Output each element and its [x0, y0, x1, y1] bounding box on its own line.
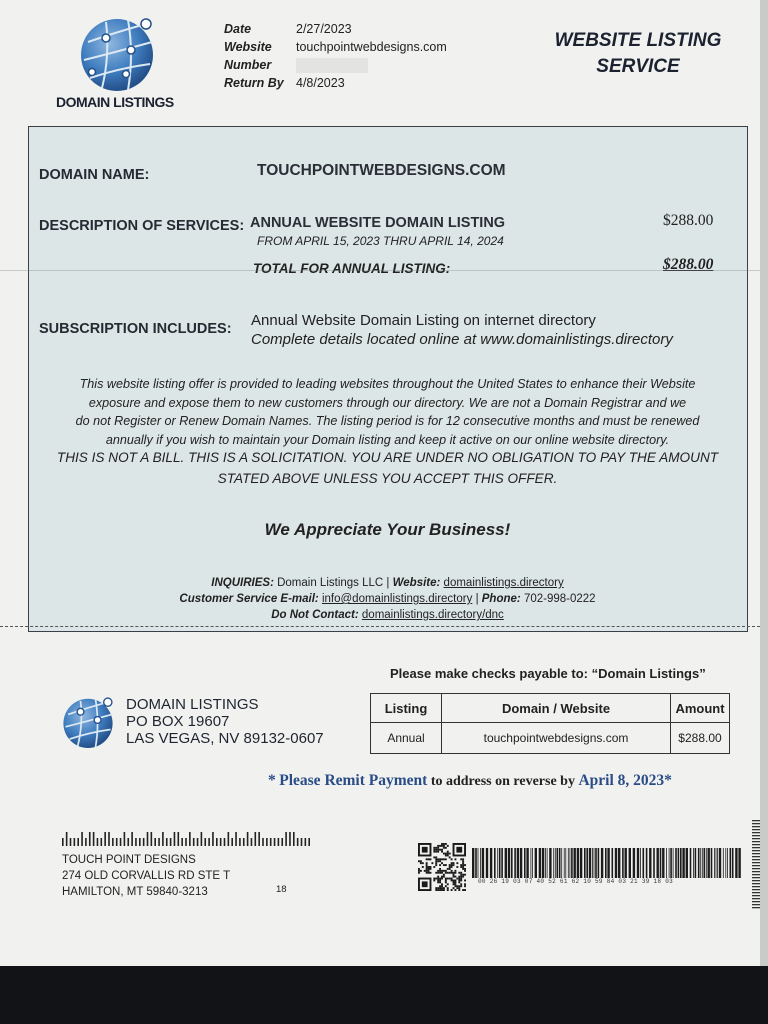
- disclaimer-line3: do not Register or Renew Domain Names. The listing period is for 12 consecutive months and must be renewed: [75, 414, 700, 428]
- payable-note: Please make checks payable to: “Domain Listings”: [390, 666, 706, 681]
- service-title: [540, 28, 736, 80]
- service-title-line1: WEBSITE LISTING: [554, 30, 722, 51]
- remit-note-blue2: April 8, 2023*: [578, 772, 672, 789]
- remit-note: [268, 772, 672, 790]
- edge-marks: [752, 820, 760, 912]
- remit-address-line2: PO BOX 19607: [126, 713, 230, 730]
- total-label: TOTAL FOR ANNUAL LISTING:: [253, 261, 451, 276]
- redacted-number: [296, 58, 368, 73]
- remit-address-line1: DOMAIN LISTINGS: [126, 696, 259, 713]
- barcode-digits: 00 26 19 03 07 40 52 61 62 10 59 84 03 21 39 18 03: [478, 878, 674, 885]
- inquiries-block: [29, 575, 746, 623]
- fold-line: [0, 270, 760, 271]
- disclaimer-line1: This website listing offer is provided to leading websites throughout the United States to enhance their Website: [79, 377, 696, 391]
- return-by-value: 4/8/2023: [296, 76, 345, 90]
- brand-name: DOMAIN LISTINGS: [56, 94, 174, 110]
- email-link[interactable]: info@domainlistings.directory: [321, 593, 473, 605]
- website-label: Website: [224, 40, 272, 54]
- phone-value: 702-998-0222: [523, 593, 596, 605]
- email-label: Customer Service E-mail:: [179, 593, 319, 605]
- remit-table: [370, 693, 730, 754]
- separator: |: [475, 593, 479, 605]
- postal-barcode: [62, 832, 314, 846]
- disclaimer-line2: exposure and expose them to new customers through our directory. We are not a Domain Registrar and we: [88, 395, 687, 410]
- service-title-line2: SERVICE: [596, 56, 680, 77]
- remit-address-line3: LAS VEGAS, NV 89132-0607: [126, 730, 324, 747]
- mailing-line2: 274 OLD CORVALLIS RD STE T: [62, 870, 231, 882]
- phone-label: Phone:: [481, 593, 521, 605]
- subscription-line1: Annual Website Domain Listing on internet directory: [251, 312, 596, 329]
- qr-code-icon: [418, 843, 466, 891]
- mailing-sequence: 18: [276, 884, 287, 895]
- mailing-line1: TOUCH POINT DESIGNS: [62, 854, 196, 866]
- return-by-label: Return By: [224, 76, 284, 90]
- domain-name-value: TOUCHPOINTWEBDESIGNS.COM: [257, 162, 506, 179]
- letter-meta: [224, 22, 447, 94]
- cell-listing: Annual: [371, 723, 442, 754]
- scan-barcode: [472, 848, 744, 878]
- remit-note-mid: to address on reverse by: [430, 774, 575, 789]
- remit-address: [126, 696, 324, 747]
- description-value: ANNUAL WEBSITE DOMAIN LISTING: [250, 215, 506, 231]
- offer-box: [28, 126, 748, 632]
- notice-line2: STATED ABOVE UNLESS YOU ACCEPT THIS OFFER.: [217, 471, 558, 486]
- website-link[interactable]: domainlistings.directory: [443, 577, 564, 589]
- remit-note-star: *: [268, 772, 276, 789]
- cell-amount: $288.00: [671, 723, 730, 754]
- globe-logo-icon: [76, 12, 158, 94]
- col-amount: Amount: [671, 694, 730, 723]
- cell-domain: touchpointwebdesigns.com: [442, 723, 671, 754]
- col-domain: Domain / Website: [442, 694, 671, 723]
- col-listing: Listing: [371, 694, 442, 723]
- mailing-address: [62, 852, 230, 900]
- notice-line1: THIS IS NOT A BILL. THIS IS A SOLICITATION. YOU ARE UNDER NO OBLIGATION TO PAY THE AMOUNT: [56, 450, 719, 465]
- tear-line: [0, 626, 760, 627]
- remit-note-blue1: Please Remit Payment: [279, 772, 428, 789]
- table-background: [0, 966, 768, 1024]
- date-value: 2/27/2023: [296, 22, 352, 36]
- domain-name-label: DOMAIN NAME:: [39, 167, 150, 183]
- total-value: $288.00: [663, 256, 714, 273]
- globe-logo-small-icon: [60, 694, 116, 750]
- website-value: touchpointwebdesigns.com: [296, 40, 447, 54]
- thanks-message: We Appreciate Your Business!: [264, 520, 511, 539]
- inquiries-label: INQUIRIES:: [211, 577, 274, 589]
- service-price: $288.00: [663, 212, 714, 229]
- separator: |: [386, 577, 390, 589]
- date-label: Date: [224, 22, 252, 36]
- dnc-label: Do Not Contact:: [271, 609, 359, 621]
- subscription-label: SUBSCRIPTION INCLUDES:: [39, 321, 232, 337]
- paper-edge: [760, 0, 768, 966]
- inquiries-company: Domain Listings LLC: [277, 577, 384, 589]
- dnc-link[interactable]: domainlistings.directory/dnc: [361, 609, 504, 621]
- website-label-inq: Website:: [392, 577, 441, 589]
- description-period: FROM APRIL 15, 2023 THRU APRIL 14, 2024: [257, 234, 504, 248]
- description-label: DESCRIPTION OF SERVICES:: [39, 218, 245, 234]
- disclaimer-line4: annually if you wish to maintain your Domain listing and keep it active on our online website directory.: [105, 432, 670, 447]
- subscription-line2: Complete details located online at www.domainlistings.directory: [251, 331, 673, 348]
- number-label: Number: [224, 58, 272, 72]
- solicitation-notice: [29, 447, 746, 489]
- disclaimer-paragraph: [29, 375, 746, 449]
- mailing-line3: HAMILTON, MT 59840-3213: [62, 886, 208, 898]
